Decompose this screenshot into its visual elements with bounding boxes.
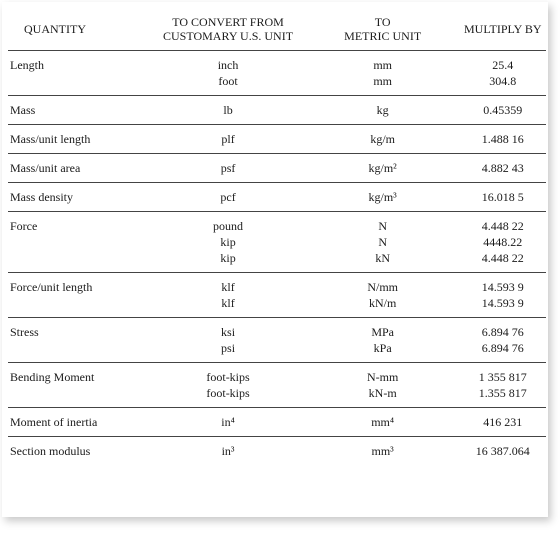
metric-unit-cell [306,363,460,408]
table-row [8,154,546,183]
conversion-table-sheet [2,2,548,517]
table-row [8,183,546,212]
metric-unit-cell [306,437,460,466]
customary-unit-cell [150,154,305,183]
customary-unit-cell [150,363,305,408]
metric-unit: kg [376,103,389,117]
customary-unit: foot [218,74,238,88]
quantity-cell: Mass/unit length [8,125,150,154]
metric-unit: N/mm [367,280,398,294]
customary-unit: foot-kips [206,370,250,384]
multiply-factor-cell [460,273,546,318]
multiply-factor: 14.593 9 [481,280,524,294]
multiply-factor-cell [460,437,546,466]
metric-unit: kN/m [368,296,397,310]
customary-unit-cell [150,408,305,437]
metric-unit: mm [373,58,392,72]
customary-unit: kip [220,251,236,265]
customary-unit-cell [150,96,305,125]
metric-unit-cell [306,408,460,437]
table-row [8,51,546,96]
customary-unit: klf [221,296,235,310]
quantity-cell: Moment of inertia [8,408,150,437]
metric-unit: kPa [373,341,392,355]
metric-unit: N [378,235,387,249]
header-convert-from-line2: CUSTOMARY U.S. UNIT [163,29,294,43]
metric-unit-cell [306,183,460,212]
metric-unit-cell [306,154,460,183]
multiply-factor-cell [460,212,546,273]
multiply-factor: 4.448 22 [481,219,524,233]
metric-unit-cell [306,318,460,363]
customary-unit-cell [150,273,305,318]
quantity-cell: Force/unit length [8,273,150,318]
customary-unit: kip [220,235,236,249]
multiply-factor: 4.882 43 [481,161,524,175]
table-body [8,51,546,466]
quantity-cell: Stress [8,318,150,363]
multiply-factor-cell [460,363,546,408]
multiply-factor-cell [460,96,546,125]
table-row [8,273,546,318]
customary-unit: psf [220,161,236,175]
metric-unit: kN-m [368,386,397,400]
table-row [8,437,546,466]
multiply-factor: 1 355 817 [478,370,527,384]
metric-unit: mm [373,74,392,88]
customary-unit-cell [150,212,305,273]
multiply-factor: 416 231 [483,415,523,429]
metric-unit: kg/m [370,132,395,146]
customary-unit: pound [213,219,244,233]
unit-conversion-table [8,8,546,465]
header-multiply-by: MULTIPLY BY [460,8,546,51]
customary-unit-cell [150,318,305,363]
table-header-row [8,8,546,51]
multiply-factor: 16 387.064 [475,444,530,458]
header-convert-from [150,8,305,51]
multiply-factor: 25.4 [492,58,514,72]
table-row [8,96,546,125]
multiply-factor-cell [460,408,546,437]
table-row [8,125,546,154]
quantity-cell: Mass density [8,183,150,212]
customary-unit: psi [221,341,236,355]
multiply-factor: 1.488 16 [481,132,524,146]
multiply-factor: 14.593 9 [481,296,524,310]
table-row [8,318,546,363]
customary-unit: pcf [220,190,236,204]
metric-unit: MPa [371,325,394,339]
customary-unit: inch [217,58,239,72]
customary-unit: klf [221,280,235,294]
header-quantity: QUANTITY [8,8,150,51]
multiply-factor: 4.448 22 [481,251,524,265]
multiply-factor-cell [460,183,546,212]
header-convert-from-line1: TO CONVERT FROM [172,15,284,29]
metric-unit: mm⁴ [371,415,395,429]
quantity-cell: Force [8,212,150,273]
metric-unit-cell [306,51,460,96]
multiply-factor: 0.45359 [483,103,523,117]
multiply-factor-cell [460,125,546,154]
table-row [8,408,546,437]
customary-unit: in⁴ [221,415,235,429]
metric-unit: N-mm [366,370,399,384]
table-row [8,363,546,408]
metric-unit-cell [306,212,460,273]
customary-unit-cell [150,51,305,96]
multiply-factor-cell [460,154,546,183]
metric-unit-cell [306,96,460,125]
customary-unit-cell [150,125,305,154]
metric-unit-cell [306,125,460,154]
customary-unit: lb [223,103,233,117]
quantity-cell: Mass [8,96,150,125]
metric-unit: kN [375,251,390,265]
multiply-factor: 6.894 76 [481,325,524,339]
customary-unit: in³ [221,444,235,458]
multiply-factor: 6.894 76 [481,341,524,355]
metric-unit-cell [306,273,460,318]
customary-unit-cell [150,437,305,466]
metric-unit: N [378,219,387,233]
customary-unit: ksi [221,325,236,339]
multiply-factor-cell [460,318,546,363]
table-row [8,212,546,273]
customary-unit: plf [221,132,235,146]
multiply-factor: 304.8 [489,74,517,88]
header-metric-unit-line1: TO [374,15,391,29]
metric-unit: mm³ [371,444,394,458]
header-metric-unit [306,8,460,51]
customary-unit-cell [150,183,305,212]
quantity-cell: Length [8,51,150,96]
multiply-factor: 16.018 5 [481,190,524,204]
multiply-factor: 4448.22 [483,235,523,249]
metric-unit: kg/m² [368,161,397,175]
metric-unit: kg/m³ [368,190,397,204]
customary-unit: foot-kips [206,386,250,400]
header-metric-unit-line2: METRIC UNIT [344,29,422,43]
multiply-factor-cell [460,51,546,96]
quantity-cell: Bending Moment [8,363,150,408]
quantity-cell: Section modulus [10,444,91,458]
quantity-cell: Mass/unit area [8,154,150,183]
multiply-factor: 1.355 817 [478,386,527,400]
